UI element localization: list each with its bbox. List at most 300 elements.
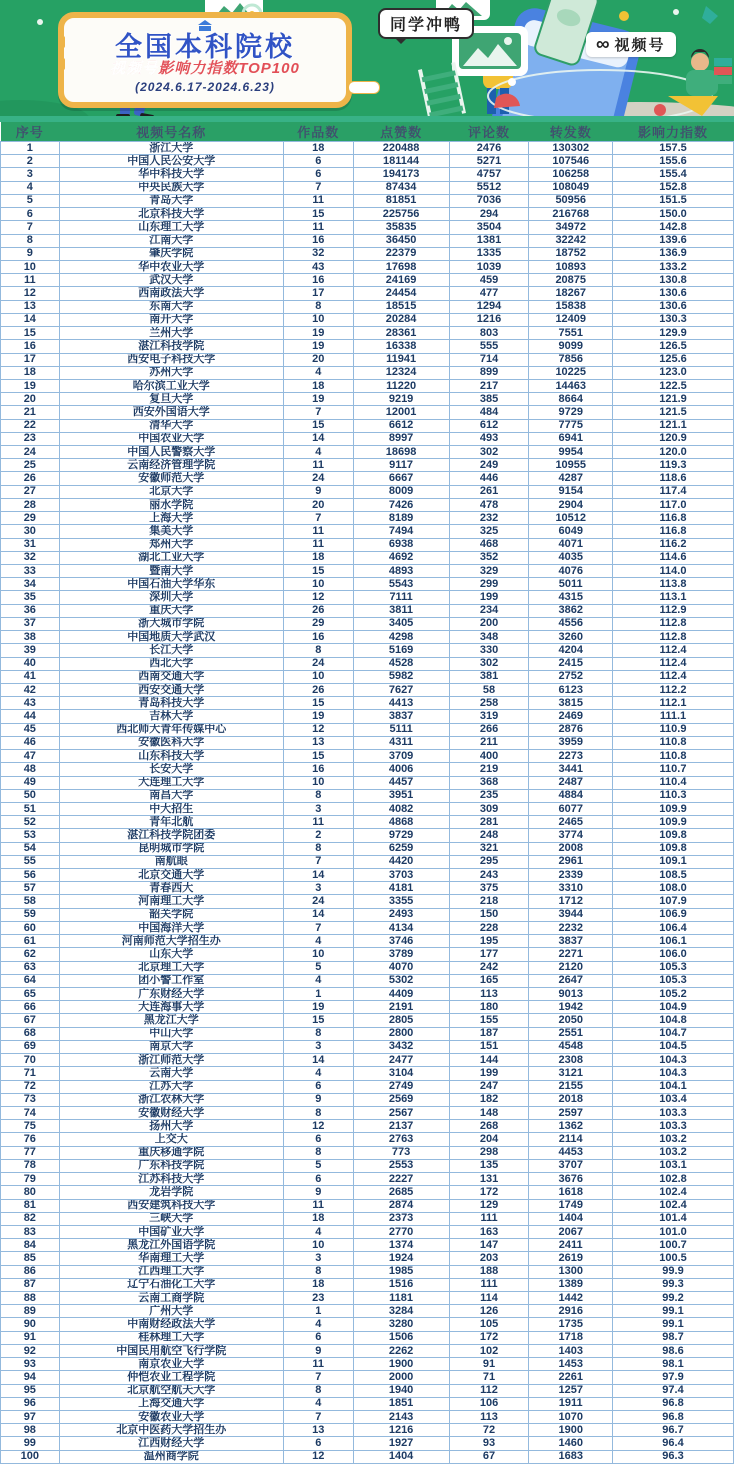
cell-shares-count: 2067 (529, 1225, 613, 1238)
cell-works-count: 3 (283, 1040, 353, 1053)
cell-likes-count: 2191 (353, 1001, 449, 1014)
cell-account-name: 西北大学 (59, 657, 283, 670)
cell-comments-count: 147 (449, 1239, 529, 1252)
cell-account-name: 北京交通大学 (59, 869, 283, 882)
cell-rank: 57 (1, 882, 60, 895)
cell-comments-count: 155 (449, 1014, 529, 1027)
table-row (1, 393, 734, 406)
cell-comments-count: 258 (449, 697, 529, 710)
cell-account-name: 团小警工作室 (59, 974, 283, 987)
cell-influence-index: 121.5 (613, 406, 734, 419)
cell-comments-count: 261 (449, 485, 529, 498)
cell-shares-count: 2619 (529, 1252, 613, 1265)
cell-influence-index: 105.3 (613, 974, 734, 987)
table-row (1, 1001, 734, 1014)
cell-shares-count: 2961 (529, 855, 613, 868)
cell-likes-count: 22379 (353, 247, 449, 260)
cell-influence-index: 103.1 (613, 1159, 734, 1172)
cell-rank: 68 (1, 1027, 60, 1040)
cell-comments-count: 187 (449, 1027, 529, 1040)
cell-rank: 24 (1, 446, 60, 459)
cell-account-name: 大连海事大学 (59, 1001, 283, 1014)
cell-works-count: 24 (283, 657, 353, 670)
cell-account-name: 桂林理工大学 (59, 1331, 283, 1344)
cell-rank: 73 (1, 1093, 60, 1106)
cell-influence-index: 109.8 (613, 842, 734, 855)
table-row (1, 895, 734, 908)
cell-rank: 14 (1, 313, 60, 326)
cell-rank: 53 (1, 829, 60, 842)
cell-likes-count: 4070 (353, 961, 449, 974)
table-row (1, 155, 734, 168)
cell-works-count: 8 (283, 1146, 353, 1159)
cell-rank: 92 (1, 1344, 60, 1357)
cell-influence-index: 120.9 (613, 432, 734, 445)
cell-shares-count: 15838 (529, 300, 613, 313)
cell-shares-count: 1442 (529, 1292, 613, 1305)
ranking-table (0, 122, 734, 1464)
cell-works-count: 12 (283, 723, 353, 736)
cell-influence-index: 120.0 (613, 446, 734, 459)
table-row (1, 1106, 734, 1119)
cell-influence-index: 113.1 (613, 591, 734, 604)
cell-rank: 93 (1, 1358, 60, 1371)
cell-shares-count: 3815 (529, 697, 613, 710)
cell-works-count: 8 (283, 1384, 353, 1397)
cell-rank: 45 (1, 723, 60, 736)
cell-influence-index: 125.6 (613, 353, 734, 366)
cell-account-name: 广东财经大学 (59, 988, 283, 1001)
cell-comments-count: 266 (449, 723, 529, 736)
cell-account-name: 浙江农林大学 (59, 1093, 283, 1106)
cell-account-name: 湛江科技学院团委 (59, 829, 283, 842)
cell-works-count: 10 (283, 670, 353, 683)
table-row (1, 578, 734, 591)
cell-influence-index: 110.7 (613, 763, 734, 776)
cell-works-count: 16 (283, 234, 353, 247)
cell-works-count: 6 (283, 1133, 353, 1146)
cell-shares-count: 6077 (529, 802, 613, 815)
cell-influence-index: 102.8 (613, 1173, 734, 1186)
cell-shares-count: 2120 (529, 961, 613, 974)
cell-rank: 18 (1, 366, 60, 379)
cell-works-count: 24 (283, 895, 353, 908)
table-row (1, 710, 734, 723)
table-row (1, 260, 734, 273)
cell-likes-count: 1216 (353, 1424, 449, 1437)
cell-comments-count: 484 (449, 406, 529, 419)
table-row (1, 1199, 734, 1212)
cell-likes-count: 2143 (353, 1411, 449, 1424)
cell-comments-count: 199 (449, 1067, 529, 1080)
cell-likes-count: 4868 (353, 816, 449, 829)
ranking-table-wrap (0, 122, 734, 1464)
cell-likes-count: 2749 (353, 1080, 449, 1093)
cell-account-name: 肇庆学院 (59, 247, 283, 260)
header-works-count: 作品数 (283, 122, 353, 142)
cell-comments-count: 385 (449, 393, 529, 406)
cell-comments-count: 218 (449, 895, 529, 908)
cell-likes-count: 2567 (353, 1106, 449, 1119)
cell-influence-index: 112.1 (613, 697, 734, 710)
cell-account-name: 江南大学 (59, 234, 283, 247)
table-row (1, 353, 734, 366)
cell-influence-index: 105.3 (613, 961, 734, 974)
table-row (1, 763, 734, 776)
cell-works-count: 15 (283, 565, 353, 578)
cell-account-name: 重庆移通学院 (59, 1146, 283, 1159)
cell-influence-index: 96.8 (613, 1397, 734, 1410)
cell-account-name: 湛江科技学院 (59, 340, 283, 353)
cell-rank: 76 (1, 1133, 60, 1146)
cell-account-name: 西安电子科技大学 (59, 353, 283, 366)
cell-influence-index: 97.9 (613, 1371, 734, 1384)
cell-account-name: 北京大学 (59, 485, 283, 498)
cell-rank: 75 (1, 1120, 60, 1133)
cell-works-count: 26 (283, 683, 353, 696)
table-row (1, 406, 734, 419)
cell-rank: 15 (1, 327, 60, 340)
cell-comments-count: 249 (449, 459, 529, 472)
cell-influence-index: 99.3 (613, 1278, 734, 1291)
cell-shares-count: 1404 (529, 1212, 613, 1225)
board-button-2 (60, 58, 65, 70)
cell-works-count: 3 (283, 882, 353, 895)
cell-shares-count: 108049 (529, 181, 613, 194)
cell-influence-index: 99.1 (613, 1318, 734, 1331)
cell-rank: 21 (1, 406, 60, 419)
cell-account-name: 大连理工大学 (59, 776, 283, 789)
cell-influence-index: 102.4 (613, 1186, 734, 1199)
cell-shares-count: 9954 (529, 446, 613, 459)
cell-rank: 65 (1, 988, 60, 1001)
cell-influence-index: 104.7 (613, 1027, 734, 1040)
cell-rank: 82 (1, 1212, 60, 1225)
cell-influence-index: 139.6 (613, 234, 734, 247)
cell-shares-count: 32242 (529, 234, 613, 247)
cell-shares-count: 7775 (529, 419, 613, 432)
cell-rank: 46 (1, 736, 60, 749)
cell-shares-count: 3260 (529, 631, 613, 644)
cell-shares-count: 4071 (529, 538, 613, 551)
cell-likes-count: 18515 (353, 300, 449, 313)
cell-works-count: 11 (283, 525, 353, 538)
cell-comments-count: 217 (449, 379, 529, 392)
cell-influence-index: 142.8 (613, 221, 734, 234)
cell-works-count: 12 (283, 591, 353, 604)
cell-works-count: 18 (283, 1278, 353, 1291)
cell-shares-count: 130302 (529, 142, 613, 155)
table-row (1, 921, 734, 934)
cell-likes-count: 4893 (353, 565, 449, 578)
cell-shares-count: 6123 (529, 683, 613, 696)
cell-comments-count: 2476 (449, 142, 529, 155)
cell-likes-count: 3811 (353, 604, 449, 617)
cell-shares-count: 10225 (529, 366, 613, 379)
cell-comments-count: 177 (449, 948, 529, 961)
cell-shares-count: 107546 (529, 155, 613, 168)
cell-likes-count: 4006 (353, 763, 449, 776)
cell-shares-count: 2465 (529, 816, 613, 829)
cell-likes-count: 1851 (353, 1397, 449, 1410)
cell-likes-count: 7111 (353, 591, 449, 604)
cell-works-count: 7 (283, 855, 353, 868)
cell-account-name: 西南交通大学 (59, 670, 283, 683)
cell-account-name: 西南政法大学 (59, 287, 283, 300)
cell-rank: 52 (1, 816, 60, 829)
cell-rank: 83 (1, 1225, 60, 1238)
table-row (1, 340, 734, 353)
cell-comments-count: 302 (449, 446, 529, 459)
cell-comments-count: 714 (449, 353, 529, 366)
cell-works-count: 8 (283, 789, 353, 802)
cell-influence-index: 110.4 (613, 776, 734, 789)
cell-shares-count: 2647 (529, 974, 613, 987)
cell-shares-count: 1403 (529, 1344, 613, 1357)
cell-influence-index: 98.1 (613, 1358, 734, 1371)
cell-influence-index: 108.5 (613, 869, 734, 882)
cell-influence-index: 103.2 (613, 1133, 734, 1146)
cell-comments-count: 91 (449, 1358, 529, 1371)
cell-shares-count: 20875 (529, 274, 613, 287)
cell-influence-index: 114.6 (613, 551, 734, 564)
cell-influence-index: 104.1 (613, 1080, 734, 1093)
cell-shares-count: 4035 (529, 551, 613, 564)
cell-shares-count: 4548 (529, 1040, 613, 1053)
cell-rank: 80 (1, 1186, 60, 1199)
cell-works-count: 7 (283, 1411, 353, 1424)
cell-shares-count: 4204 (529, 644, 613, 657)
cell-likes-count: 2137 (353, 1120, 449, 1133)
table-row (1, 1252, 734, 1265)
cell-works-count: 14 (283, 1054, 353, 1067)
cell-influence-index: 152.8 (613, 181, 734, 194)
table-row (1, 459, 734, 472)
cell-comments-count: 234 (449, 604, 529, 617)
cell-likes-count: 3709 (353, 750, 449, 763)
cell-works-count: 11 (283, 459, 353, 472)
cell-likes-count: 81851 (353, 194, 449, 207)
cell-shares-count: 3441 (529, 763, 613, 776)
cell-account-name: 深圳大学 (59, 591, 283, 604)
cell-shares-count: 2339 (529, 869, 613, 882)
cell-account-name: 华南理工大学 (59, 1252, 283, 1265)
cell-shares-count: 2273 (529, 750, 613, 763)
cell-likes-count: 1516 (353, 1278, 449, 1291)
table-row (1, 750, 734, 763)
table-row (1, 208, 734, 221)
cell-shares-count: 1618 (529, 1186, 613, 1199)
cell-shares-count: 3944 (529, 908, 613, 921)
cell-comments-count: 150 (449, 908, 529, 921)
cell-likes-count: 3432 (353, 1040, 449, 1053)
cell-works-count: 7 (283, 921, 353, 934)
cell-works-count: 11 (283, 221, 353, 234)
cell-influence-index: 117.4 (613, 485, 734, 498)
cell-rank: 28 (1, 498, 60, 511)
cell-influence-index: 157.5 (613, 142, 734, 155)
cell-likes-count: 4181 (353, 882, 449, 895)
cell-account-name: 中国人民公安大学 (59, 155, 283, 168)
cell-works-count: 8 (283, 1027, 353, 1040)
cell-likes-count: 773 (353, 1146, 449, 1159)
cell-shares-count: 12409 (529, 313, 613, 326)
cell-works-count: 10 (283, 948, 353, 961)
cell-comments-count: 135 (449, 1159, 529, 1172)
cell-shares-count: 3862 (529, 604, 613, 617)
cell-likes-count: 2685 (353, 1186, 449, 1199)
table-row (1, 802, 734, 815)
dot-yellow (619, 11, 629, 21)
cell-comments-count: 400 (449, 750, 529, 763)
cell-likes-count: 4311 (353, 736, 449, 749)
cell-shares-count: 4453 (529, 1146, 613, 1159)
cell-likes-count: 2477 (353, 1054, 449, 1067)
table-row (1, 908, 734, 921)
cell-influence-index: 112.9 (613, 604, 734, 617)
cell-shares-count: 1735 (529, 1318, 613, 1331)
cell-works-count: 18 (283, 1212, 353, 1225)
cell-comments-count: 268 (449, 1120, 529, 1133)
cell-works-count: 9 (283, 1093, 353, 1106)
cell-account-name: 黑龙江外国语学院 (59, 1239, 283, 1252)
cell-account-name: 龙岩学院 (59, 1186, 283, 1199)
table-row (1, 1371, 734, 1384)
cell-works-count: 16 (283, 631, 353, 644)
table-row (1, 1424, 734, 1437)
table-row (1, 181, 734, 194)
table-row (1, 1331, 734, 1344)
cell-likes-count: 6667 (353, 472, 449, 485)
cell-likes-count: 4420 (353, 855, 449, 868)
cell-comments-count: 165 (449, 974, 529, 987)
cell-comments-count: 1216 (449, 313, 529, 326)
table-row (1, 789, 734, 802)
cell-influence-index: 133.2 (613, 260, 734, 273)
cell-works-count: 7 (283, 512, 353, 525)
cell-works-count: 19 (283, 710, 353, 723)
cell-rank: 64 (1, 974, 60, 987)
cell-account-name: 江苏大学 (59, 1080, 283, 1093)
cell-comments-count: 329 (449, 565, 529, 578)
header-account-name: 视频号名称 (59, 122, 283, 142)
cell-account-name: 中国矿业大学 (59, 1225, 283, 1238)
cell-shares-count: 14463 (529, 379, 613, 392)
cell-likes-count: 1985 (353, 1265, 449, 1278)
cell-influence-index: 117.0 (613, 498, 734, 511)
cell-comments-count: 612 (449, 419, 529, 432)
speech-bubble: 同学冲鸭 (378, 8, 474, 39)
cell-likes-count: 5543 (353, 578, 449, 591)
cell-influence-index: 130.6 (613, 287, 734, 300)
cell-likes-count: 36450 (353, 234, 449, 247)
cell-comments-count: 203 (449, 1252, 529, 1265)
cell-shares-count: 2916 (529, 1305, 613, 1318)
cell-works-count: 15 (283, 208, 353, 221)
cell-account-name: 苏州大学 (59, 366, 283, 379)
channels-badge-label: 视频号 (614, 37, 666, 54)
cell-influence-index: 110.9 (613, 723, 734, 736)
cell-likes-count: 2569 (353, 1093, 449, 1106)
table-row (1, 1292, 734, 1305)
cell-shares-count: 6941 (529, 432, 613, 445)
table-row (1, 1358, 734, 1371)
cell-likes-count: 2000 (353, 1371, 449, 1384)
cell-account-name: 南昌大学 (59, 789, 283, 802)
cell-influence-index: 96.8 (613, 1411, 734, 1424)
cell-works-count: 13 (283, 1424, 353, 1437)
cell-rank: 2 (1, 155, 60, 168)
cell-rank: 59 (1, 908, 60, 921)
cell-shares-count: 2415 (529, 657, 613, 670)
cell-comments-count: 4757 (449, 168, 529, 181)
cell-rank: 16 (1, 340, 60, 353)
cell-likes-count: 2770 (353, 1225, 449, 1238)
cell-account-name: 北京理工大学 (59, 961, 283, 974)
cell-comments-count: 248 (449, 829, 529, 842)
cell-account-name: 河南师范大学招生办 (59, 935, 283, 948)
cell-works-count: 3 (283, 1252, 353, 1265)
cell-likes-count: 5169 (353, 644, 449, 657)
cell-rank: 17 (1, 353, 60, 366)
cell-shares-count: 1911 (529, 1397, 613, 1410)
subtitle-top100: TOP100 (238, 60, 300, 78)
cell-account-name: 西安建筑科技大学 (59, 1199, 283, 1212)
table-row (1, 379, 734, 392)
cell-influence-index: 112.4 (613, 644, 734, 657)
cell-influence-index: 110.3 (613, 789, 734, 802)
cell-comments-count: 459 (449, 274, 529, 287)
cell-shares-count: 18267 (529, 287, 613, 300)
cell-influence-index: 130.6 (613, 300, 734, 313)
cell-works-count: 13 (283, 736, 353, 749)
table-row (1, 882, 734, 895)
cell-influence-index: 129.9 (613, 327, 734, 340)
cell-comments-count: 113 (449, 988, 529, 1001)
cell-rank: 90 (1, 1318, 60, 1331)
cell-account-name: 中国石油大学华东 (59, 578, 283, 591)
cell-likes-count: 18698 (353, 446, 449, 459)
table-row (1, 591, 734, 604)
cell-rank: 99 (1, 1437, 60, 1450)
cell-likes-count: 4528 (353, 657, 449, 670)
cell-comments-count: 298 (449, 1146, 529, 1159)
cell-works-count: 11 (283, 194, 353, 207)
cell-works-count: 7 (283, 406, 353, 419)
cell-comments-count: 93 (449, 1437, 529, 1450)
cell-works-count: 18 (283, 142, 353, 155)
cell-influence-index: 104.3 (613, 1067, 734, 1080)
table-row (1, 1225, 734, 1238)
cell-works-count: 19 (283, 1001, 353, 1014)
cell-likes-count: 2493 (353, 908, 449, 921)
cell-likes-count: 35835 (353, 221, 449, 234)
cell-comments-count: 114 (449, 1292, 529, 1305)
cell-works-count: 10 (283, 776, 353, 789)
cell-account-name: 中国民用航空飞行学院 (59, 1344, 283, 1357)
cell-influence-index: 103.2 (613, 1146, 734, 1159)
table-row (1, 446, 734, 459)
table-row (1, 1133, 734, 1146)
cell-rank: 1 (1, 142, 60, 155)
table-row (1, 974, 734, 987)
channels-badge (586, 32, 676, 57)
cell-shares-count: 10893 (529, 260, 613, 273)
cell-account-name: 江西财经大学 (59, 1437, 283, 1450)
subtitle-mid: 影响力指数 (158, 60, 239, 78)
cell-influence-index: 118.6 (613, 472, 734, 485)
table-row (1, 617, 734, 630)
